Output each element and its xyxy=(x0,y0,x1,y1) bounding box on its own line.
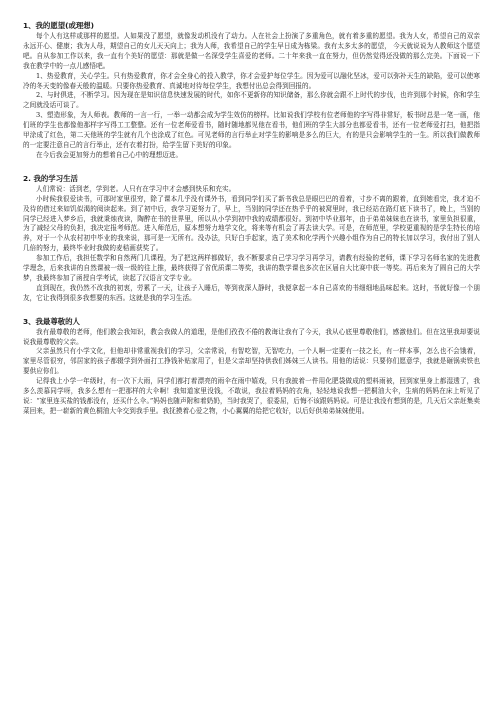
section-respected-person xyxy=(23,316,480,417)
paragraph: 人们常说：活到老，学到老。人只有在学习中才会感到快乐和充实。 xyxy=(36,184,236,193)
paragraph: 我有最尊敬的老师，他们教会我知识，教会我做人的道理，是他们孜孜不倦的教诲让我有了今天，我从心底里尊敬他们，感激他们。但在这里我却要说说我最尊敬的父亲。 xyxy=(23,327,480,346)
paragraph: 3、塑造形象，为人师表。教师的一言一行，一举一动都会成为学生效仿的榜样。比如说我们学校有位老师他的字写得非常好，板书时总是一笔一画，他们班的学生也都像他那样字写得工工整整。还有一位老师爱看书，随时随地都见他在看书，他们班的学生大部分也都爱看书，还有一位老师爱打扫，他把指甲涂成了红色，第二天他班的学生就有几个也涂成了红色。可见老师的言行举止对学生的影响是多么的巨大，有的是只会影响学生的一生。所以我们做教师的一定要注意自己的言行举止，还有衣着打扮，给学生留下美好的印象。 xyxy=(23,111,480,149)
section-heading: 1、我的愿望(或理想) xyxy=(23,21,95,30)
paragraph: 1、热爱教育，关心学生。只有热爱教育，你才会全身心的投入教学，你才会爱护每位学生。因为爱可以融化坚冰，爱可以弥补天生的缺陷，爱可以使寒冷的冬天变的像春天般的温暖。只要你热爱教育、真诚地对待每位学生，我想付出总会得到回报的。 xyxy=(23,71,480,90)
section-heading: 3、我最尊敬的人 xyxy=(23,316,80,326)
paragraph: 记得我上小学一年级时，有一次下大雨，同学们都打着漂亮的雨伞在雨中嬉戏，只有我披着一件用化肥袋做成的塑料雨被，回到家里身上都湿透了，我多么羡慕同学呀，我多么想有一把那样的大伞啊！我知道家里没钱，不敢说，我拉着妈妈的衣角，轻轻地说我想一把桐油大伞，生病的妈妈在床上听见了说：“家里连买盐的钱都没有，还买什么伞。”妈妈也随声附和着奶奶，当时我哭了，很委屈，后悔不该跟妈妈说。可是让我没有想到的是，几天后父亲赶集卖菜回来，把一崭新的黄色桐油大伞交到我手里。我抚摸着心爱之物，小心翼翼的给把它收好，以后好供弟弟妹妹使用。 xyxy=(23,377,480,415)
paragraph: 在今后我会更加努力的想着自己心中的理想迈进。 xyxy=(36,150,183,159)
paragraph: 小时候我很爱读书，可那时家里很穷，除了课本几乎没有课外书，看到同学们买了新书我总是眼巴巴的看着，寸步不离的跟着，直到她看完，我才迫不及待的借过来如饥似渴的阅读起来。到了初中后，我学习更努力了，早上，当别的同学还在热乎乎的被窝里时，我已经站在路灯底下读书了，晚上，当别的同学已经进入梦乡后，我就秉烛夜读，陶醉在书的世界里，所以从小学到初中我的成绩都很好。到初中毕业那年，由于弟弟妹妹也在读书，家里负担很重，为了减轻父母的负担，我决定报考师范。进入师范后，原本想努力地学文化，将来等有机会了再去读大学。可是，在师范里，学校更重视的是学生特长的培养，对于一个从农村初中毕业的我来说，那可是一无所有。没办法，只好白手起家，选了美术和化学两个兴趣小组作为自己的特长加以学习，我付出了别人几倍的努力，最终毕业时我做的麦秸画获奖了。 xyxy=(23,194,480,253)
section-heading: 2. 我的学习生活 xyxy=(23,173,78,183)
section-dream xyxy=(23,20,480,161)
paragraph: 父亲虽然只有小学文化，但他却非常重视我们的学习，父亲常说，有智吃智，无智吃力，一个人啊一定要有一技之长，有一样本事，怎么也不会饿着，家里尽管很穷，邻居家的孩子都辍学到外面打工挣钱补贴家用了，但是父亲却坚持供我们姊妹三人读书。用他的话说：只要你们愿意学，我就是砸锅卖铁也要供应你们。 xyxy=(23,347,480,376)
paragraph: 2、与时俱进，不断学习。因为现在是知识信息快速发展的时代，如你不更新你的知识储备，那么你就会跟不上时代的步伐，也许到那个时候，你和学生之间就没话可谈了。 xyxy=(23,91,480,110)
paragraph: 参加工作后，我担任数学和自然两门几课程，为了把这两样都做好，我不断要求自己学习学习再学习，请教有经验的老师，课下学习名师名家的先进教学理念，后来我讲的自然课被一级一级的往上推，最终获得了省优质课二等奖，我讲的数学课也多次在区届自大比赛中获一等奖。再后来为了圆自己的大学梦，我最终参加了函授自学考试，读起了汉语言文学专业。 xyxy=(23,254,480,282)
paragraph: 每个人有这样或那样的愿望。人如果没了愿望，就像发动机没有了动力。人在社会上扮演了多重角色，就有着多重的愿望。我为人女，希望自己的双亲永远开心、健康；我为人母，期望自己的女儿天天向上；我为人师，我希望自己的学生早日成为栋梁。我有太多太多的愿望， 今天就说说为人教师这个愿望吧。自从参加工作以来，我一直有个美好的愿望：那就是做一名深受学生喜爱的老师。二十年来我一直在努力，但仍然觉得还没做的那么完美。下面说一下我在教学中的一点儿感悟吧。 xyxy=(23,32,480,70)
section-study-life xyxy=(23,173,480,304)
paragraph: 直到现在，我仍然不改我的初衷，劳累了一天，让孩子入睡后，等到夜深人静时，我便拿起一本自己喜欢的书细细地品味起来。这时，书就好像一个朋友，它让我得到很多我想要的东西。这就是我的学习生活。 xyxy=(23,283,480,302)
